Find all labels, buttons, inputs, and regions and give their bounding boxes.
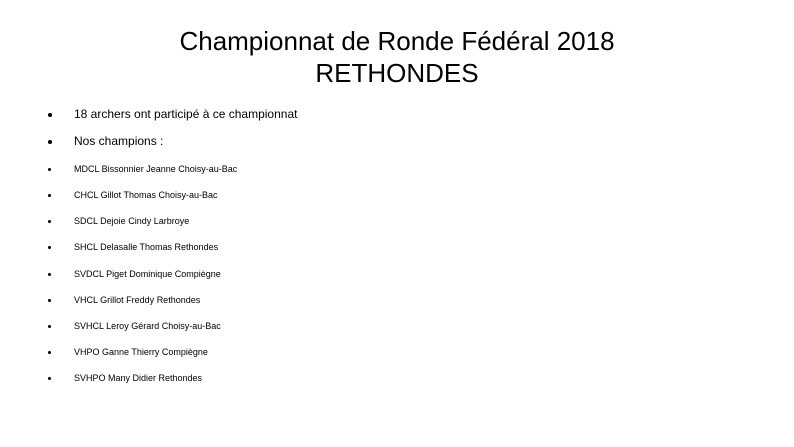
bullet-icon	[48, 377, 51, 380]
champion-text: SVHPO Many Didier Rethondes	[74, 373, 203, 383]
title-line-2: RETHONDES	[315, 58, 479, 88]
bullet-icon	[48, 220, 51, 223]
bullet-icon	[48, 246, 51, 249]
champion-text: CHCL Gillot Thomas Choisy-au-Bac	[74, 190, 218, 200]
champion-text: SHCL Delasalle Thomas Rethondes	[74, 242, 219, 252]
champion-text: SVDCL Piget Dominique Compiègne	[74, 269, 221, 279]
bullet-icon	[48, 299, 51, 302]
champion-text: MDCL Bissonnier Jeanne Choisy-au-Bac	[74, 164, 238, 174]
title-line-1: Championnat de Ronde Fédéral 2018	[179, 26, 615, 56]
champion-text: VHCL Grillot Freddy Rethondes	[74, 295, 201, 305]
bullet-icon	[48, 140, 52, 144]
bullet-icon	[48, 168, 51, 171]
bullet-icon	[48, 113, 52, 117]
champion-text: VHPO Ganne Thierry Compiègne	[74, 347, 208, 357]
list-item-text: 18 archers ont participé à ce championnat	[74, 107, 298, 121]
bullet-icon	[48, 351, 51, 354]
list-item-text: Nos champions :	[74, 134, 164, 148]
bullet-icon	[48, 194, 51, 197]
champion-text: SDCL Dejoie Cindy Larbroye	[74, 216, 190, 226]
bullet-icon	[48, 325, 51, 328]
champion-text: SVHCL Leroy Gérard Choisy-au-Bac	[74, 321, 221, 331]
bullet-icon	[48, 273, 51, 276]
